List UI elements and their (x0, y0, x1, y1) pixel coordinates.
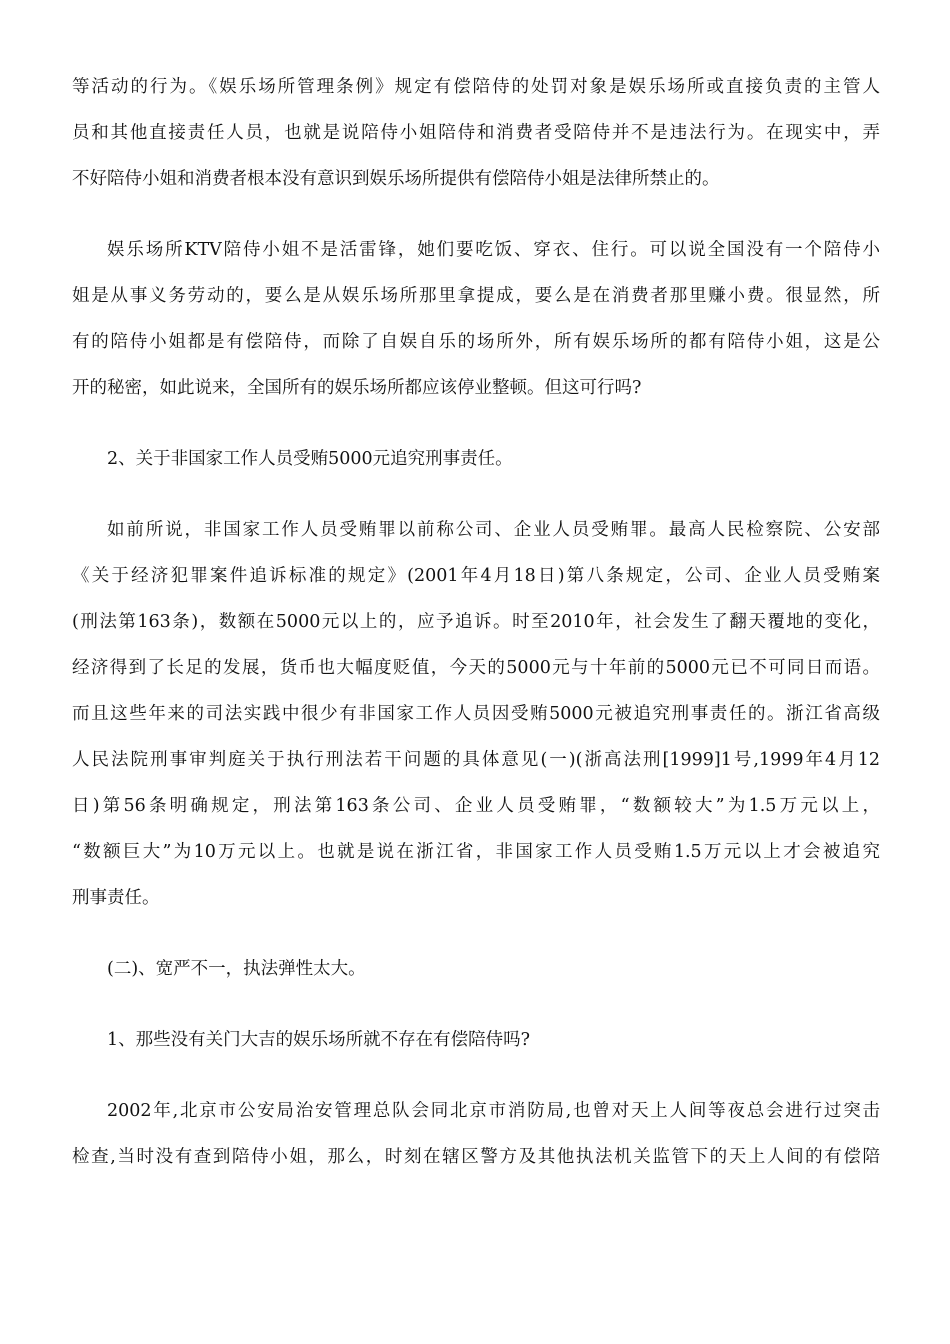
text-line: 检查,当时没有查到陪侍小姐，那么，时刻在辖区警方及其他执法机关监管下的天上人间的有偿陪 (72, 1147, 880, 1167)
section-heading-1 (72, 1017, 880, 1063)
text-line: 人民法院刑事审判庭关于执行刑法若干问题的具体意见(一)(浙高法刑[1999]1号,1999年4月12 (72, 750, 880, 770)
text-line: “数额巨大”为10万元以上。也就是说在浙江省，非国家工作人员受贿1.5万元以上才会被追究 (72, 842, 880, 862)
text-line: 等活动的行为。《娱乐场所管理条例》规定有偿陪侍的处罚对象是娱乐场所或直接负责的主管人 (72, 77, 880, 97)
text-line: 有的陪侍小姐都是有偿陪侍，而除了自娱自乐的场所外，所有娱乐场所的都有陪侍小姐，这是公 (72, 332, 880, 352)
text-line: 日)第56条明确规定，刑法第163条公司、企业人员受贿罪，“数额较大”为1.5万元以上， (72, 796, 880, 816)
heading-line: 2、关于非国家工作人员受贿5000元追究刑事责任。 (107, 449, 513, 469)
heading-line: (二)、宽严不一，执法弹性太大。 (107, 959, 366, 979)
text-line: 员和其他直接责任人员，也就是说陪侍小姐陪侍和消费者受陪侍并不是违法行为。在现实中，弄 (72, 123, 880, 143)
text-line: 刑事责任。 (72, 888, 160, 908)
section-heading-2 (72, 436, 880, 482)
text-line: 而且这些年来的司法实践中很少有非国家工作人员因受贿5000元被追究刑事责任的。浙江省高级 (72, 704, 880, 724)
paragraph-3 (72, 507, 880, 921)
text-line: 如前所说，非国家工作人员受贿罪以前称公司、企业人员受贿罪。最高人民检察院、公安部 (107, 520, 880, 540)
section-heading-b (72, 946, 880, 992)
text-line: 《关于经济犯罪案件追诉标准的规定》(2001年4月18日)第八条规定，公司、企业人员受贿案 (72, 566, 880, 586)
paragraph-2 (72, 227, 880, 411)
text-line: 开的秘密，如此说来，全国所有的娱乐场所都应该停业整顿。但这可行吗? (72, 378, 642, 398)
heading-line: 1、那些没有关门大吉的娱乐场所就不存在有偿陪侍吗? (107, 1030, 531, 1050)
paragraph-4 (72, 1088, 880, 1180)
text-line: 2002年,北京市公安局治安管理总队会同北京市消防局,也曾对天上人间等夜总会进行过突击 (107, 1101, 880, 1121)
text-line: 娱乐场所KTV陪侍小姐不是活雷锋，她们要吃饭、穿衣、住行。可以说全国没有一个陪侍小 (107, 240, 880, 260)
document-page (72, 64, 880, 1180)
text-line: 不好陪侍小姐和消费者根本没有意识到娱乐场所提供有偿陪侍小姐是法律所禁止的。 (72, 169, 720, 189)
text-line: 经济得到了长足的发展，货币也大幅度贬值，今天的5000元与十年前的5000元已不可同日而语。 (72, 658, 880, 678)
paragraph-1 (72, 64, 880, 202)
text-line: 姐是从事义务劳动的，要么是从娱乐场所那里拿提成，要么是在消费者那里赚小费。很显然，所 (72, 286, 880, 306)
text-line: (刑法第163条)，数额在5000元以上的，应予追诉。时至2010年，社会发生了翻天覆地的变化， (72, 612, 880, 632)
